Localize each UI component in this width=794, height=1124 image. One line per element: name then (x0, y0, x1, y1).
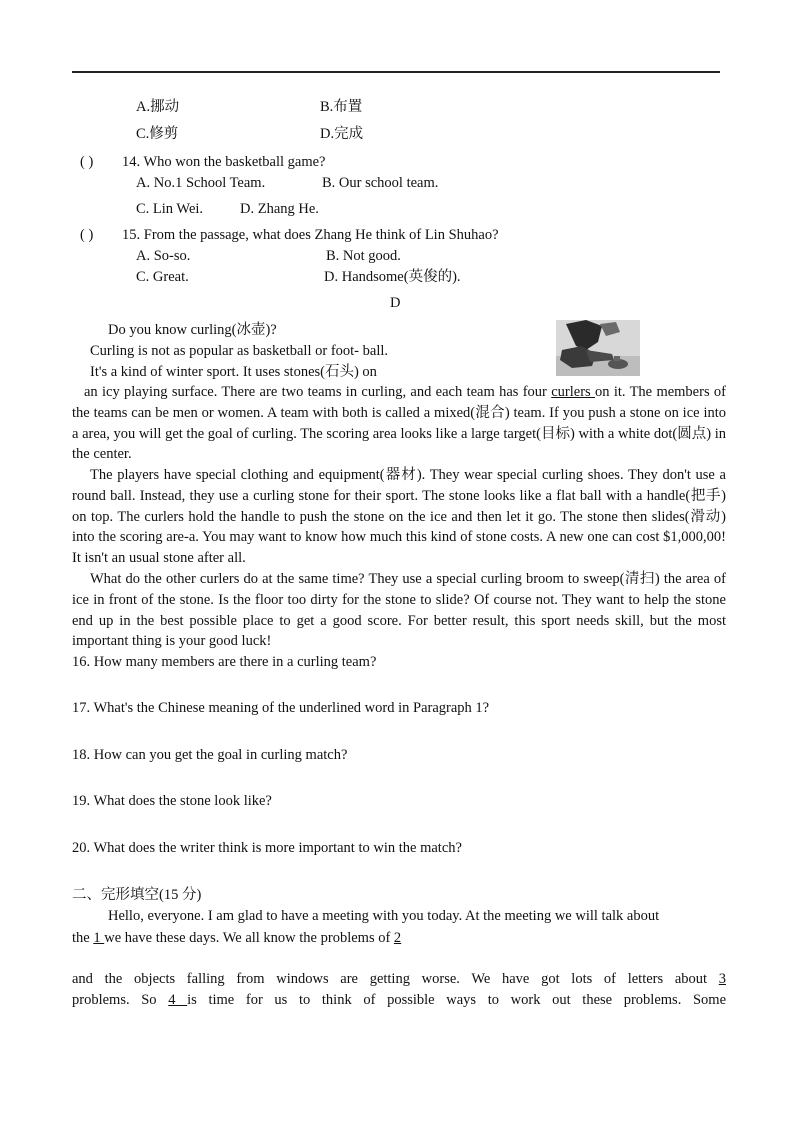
q15-option-c: C. Great. (136, 269, 189, 285)
q14-option-c: C. Lin Wei. (136, 201, 204, 217)
cloze-line-4-text-a: problems. So (72, 992, 169, 1008)
cloze-blank-1: 1 (93, 930, 105, 946)
question-19: 19. What does the stone look like? (72, 793, 272, 809)
q14-question: 14. Who won the basketball game? (122, 154, 326, 170)
q15-option-d: D. Handsome(英俊的). (324, 269, 461, 285)
q14-answer-paren: ( ) (80, 154, 94, 170)
q15-option-b: B. Not good. (326, 248, 401, 264)
cloze-line-1: Hello, everyone. I am glad to have a meeting with you today. At the meeting we will talk about (108, 908, 660, 924)
cloze-line-3-text: and the objects falling from windows are getting worse. We have got lots of letters about (72, 971, 719, 987)
question-18: 18. How can you get the goal in curling match? (72, 747, 348, 763)
question-16: 16. How many members are there in a curling team? (72, 654, 377, 670)
cloze-line-4-text-b: is time for us to think of possible ways to work out these problems. Some (187, 992, 727, 1008)
underlined-word-curlers: curlers (551, 384, 595, 400)
q15-question: 15. From the passage, what does Zhang He think of Lin Shuhao? (122, 227, 499, 243)
passage-paragraph-1 (72, 382, 726, 465)
cloze-line-4 (72, 990, 726, 1011)
q13-option-c: C.修剪 (136, 126, 179, 142)
q15-answer-paren: ( ) (80, 227, 94, 243)
passage-paragraph-3: What do the other curlers do at the same time? They use a special curling broom to sweep(清扫) the area of ice in front of the stone. Is the floor too dirty for the stone to slide? Of course not. They want to help the stone end up in the best possible place to get a good score. For better result, this sport needs skill, but the most important thing is your good luck! (72, 571, 726, 650)
cloze-blank-3: 3 (718, 971, 726, 987)
cloze-line-2-text-a: the (72, 930, 94, 946)
top-rule (72, 71, 720, 73)
cloze-heading: 二、完形填空(15 分) (72, 887, 202, 903)
curling-photo (556, 320, 640, 376)
q13-option-b: B.布置 (320, 99, 363, 115)
question-20: 20. What does the writer think is more important to win the match? (72, 840, 462, 856)
passage-line-2: Curling is not as popular as basketball or foot- ball. (90, 343, 389, 359)
q14-option-d: D. Zhang He. (240, 201, 319, 217)
paragraph-1-text-start: an icy playing surface. There are two teams in curling, and each team has four (84, 384, 552, 400)
cloze-line-3 (72, 969, 726, 990)
cloze-blank-4: 4 (168, 992, 188, 1008)
paragraph-1-text-end: on it. The members of the teams can be men or women. A team with both is called a mixed(混合) team. If you push a stone on ice into a area, you will get the goal of curling. The scoring area looks like a large target(目标) with a white dot(圆点) in the center. (72, 384, 726, 463)
cloze-line-2 (72, 929, 401, 947)
q14-option-a: A. No.1 School Team. (136, 175, 266, 191)
section-d-heading: D (390, 295, 401, 311)
passage-title-line: Do you know curling(冰壶)? (108, 322, 277, 338)
q13-option-d: D.完成 (320, 126, 364, 142)
passage-line-3: It's a kind of winter sport. It uses stones(石头) on (90, 364, 377, 380)
q15-option-a: A. So-so. (136, 248, 191, 264)
question-17: 17. What's the Chinese meaning of the underlined word in Paragraph 1? (72, 700, 490, 716)
cloze-blank-2: 2 (393, 930, 402, 946)
passage-paragraph-2: The players have special clothing and equipment(器材). They wear special curling shoes. They don't use a round ball. Instead, they use a curling stone for their sport. The stone looks like a flat ball with a handle(把手) on top. The curlers hold the handle to push the stone on the ice and then let it go. The stone then slides(滑动) into the scoring are-a. You may want to know how much this kind of stone costs. A new one can cost $1,000,00! It isn't an usual stone after all. (72, 467, 726, 567)
q13-option-a: A.挪动 (136, 99, 180, 115)
q14-option-b: B. Our school team. (322, 175, 439, 191)
cloze-line-2-text-b: we have these days. We all know the problems of (104, 930, 394, 946)
